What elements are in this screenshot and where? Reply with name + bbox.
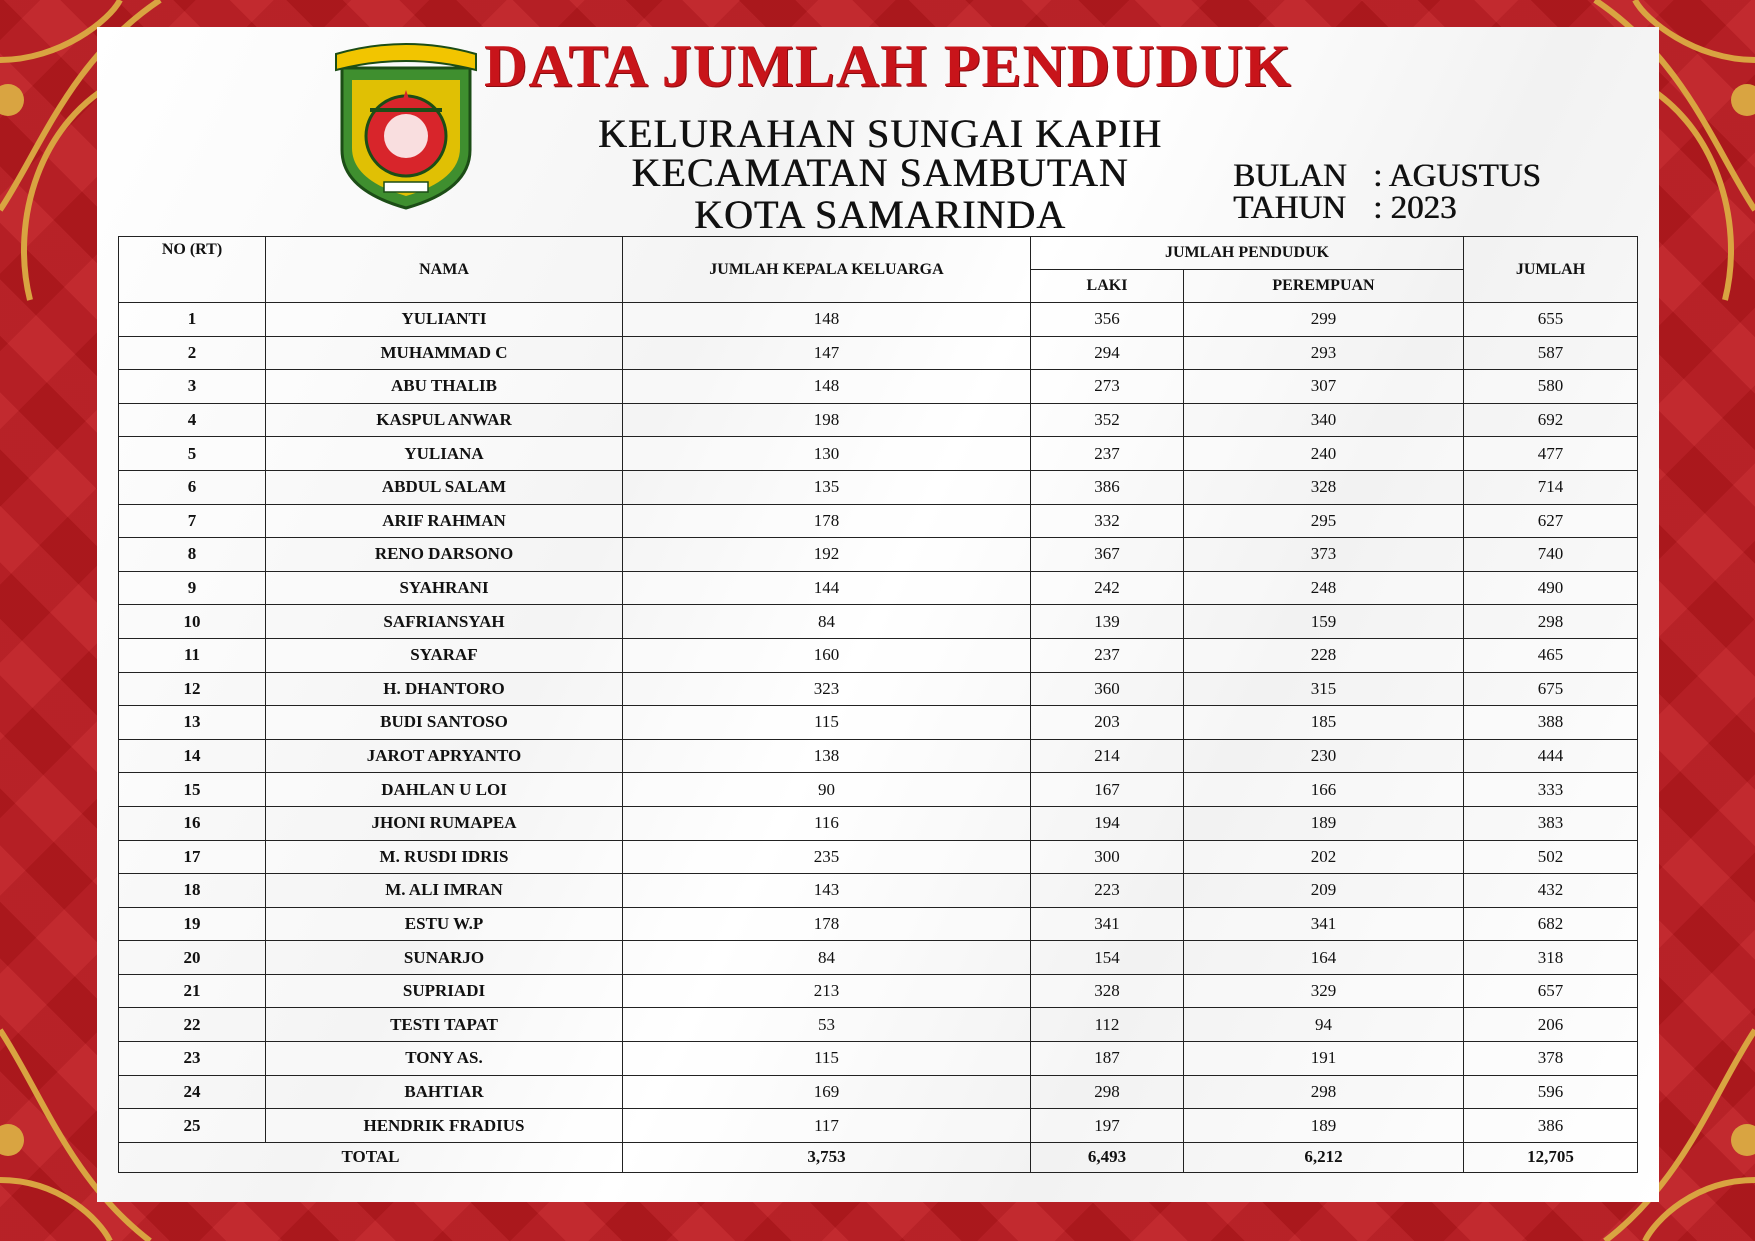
- kepala-keluarga-cell: 130: [623, 437, 1031, 471]
- jumlah-cell: 206: [1464, 1008, 1638, 1042]
- rt-number-cell: 18: [119, 874, 266, 908]
- jumlah-cell: 386: [1464, 1109, 1638, 1143]
- table-row: [119, 907, 1638, 941]
- header-laki: LAKI: [1031, 270, 1184, 303]
- jumlah-cell: 465: [1464, 638, 1638, 672]
- laki-cell: 237: [1031, 437, 1184, 471]
- name-cell: JHONI RUMAPEA: [266, 806, 623, 840]
- kepala-keluarga-cell: 160: [623, 638, 1031, 672]
- laki-cell: 273: [1031, 370, 1184, 404]
- table-row: [119, 504, 1638, 538]
- rt-number-cell: 23: [119, 1042, 266, 1076]
- perempuan-cell: 94: [1184, 1008, 1464, 1042]
- table-row: [119, 739, 1638, 773]
- table-row: [119, 370, 1638, 404]
- subtitle-kota: KOTA SAMARINDA: [694, 192, 1066, 237]
- laki-cell: 367: [1031, 538, 1184, 572]
- laki-cell: 352: [1031, 403, 1184, 437]
- jumlah-cell: 596: [1464, 1075, 1638, 1109]
- rt-number-cell: 1: [119, 303, 266, 337]
- rt-number-cell: 24: [119, 1075, 266, 1109]
- laki-cell: 223: [1031, 874, 1184, 908]
- kepala-keluarga-cell: 323: [623, 672, 1031, 706]
- jumlah-cell: 714: [1464, 470, 1638, 504]
- rt-number-cell: 7: [119, 504, 266, 538]
- laki-cell: 112: [1031, 1008, 1184, 1042]
- kepala-keluarga-cell: 84: [623, 605, 1031, 639]
- total-label: TOTAL: [119, 1142, 623, 1172]
- rt-number-cell: 5: [119, 437, 266, 471]
- rt-number-cell: 14: [119, 739, 266, 773]
- kepala-keluarga-cell: 84: [623, 941, 1031, 975]
- perempuan-cell: 191: [1184, 1042, 1464, 1076]
- perempuan-cell: 373: [1184, 538, 1464, 572]
- laki-cell: 139: [1031, 605, 1184, 639]
- perempuan-cell: 329: [1184, 974, 1464, 1008]
- kepala-keluarga-cell: 144: [623, 571, 1031, 605]
- laki-cell: 187: [1031, 1042, 1184, 1076]
- tahun-label: TAHUN: [1233, 190, 1346, 226]
- header-no-rt: NO (RT): [119, 237, 266, 303]
- rt-number-cell: 25: [119, 1109, 266, 1143]
- table-row: [119, 437, 1638, 471]
- total-perempuan: 6,212: [1184, 1142, 1464, 1172]
- name-cell: ABDUL SALAM: [266, 470, 623, 504]
- perempuan-cell: 230: [1184, 739, 1464, 773]
- kepala-keluarga-cell: 53: [623, 1008, 1031, 1042]
- perempuan-cell: 341: [1184, 907, 1464, 941]
- perempuan-cell: 228: [1184, 638, 1464, 672]
- rt-number-cell: 2: [119, 336, 266, 370]
- laki-cell: 214: [1031, 739, 1184, 773]
- kepala-keluarga-cell: 178: [623, 907, 1031, 941]
- rt-number-cell: 17: [119, 840, 266, 874]
- laki-cell: 167: [1031, 773, 1184, 807]
- header-jumlah: JUMLAH: [1464, 237, 1638, 303]
- table-row: [119, 638, 1638, 672]
- name-cell: H. DHANTORO: [266, 672, 623, 706]
- header-perempuan: PEREMPUAN: [1184, 270, 1464, 303]
- table-row: [119, 571, 1638, 605]
- perempuan-cell: 315: [1184, 672, 1464, 706]
- name-cell: DAHLAN U LOI: [266, 773, 623, 807]
- jumlah-cell: 388: [1464, 706, 1638, 740]
- rt-number-cell: 20: [119, 941, 266, 975]
- jumlah-cell: 657: [1464, 974, 1638, 1008]
- name-cell: JAROT APRYANTO: [266, 739, 623, 773]
- perempuan-cell: 189: [1184, 1109, 1464, 1143]
- laki-cell: 294: [1031, 336, 1184, 370]
- population-table: [118, 236, 1638, 1173]
- name-cell: MUHAMMAD C: [266, 336, 623, 370]
- header-nama: NAMA: [266, 237, 623, 303]
- jumlah-cell: 692: [1464, 403, 1638, 437]
- kepala-keluarga-cell: 213: [623, 974, 1031, 1008]
- name-cell: SUPRIADI: [266, 974, 623, 1008]
- jumlah-cell: 675: [1464, 672, 1638, 706]
- jumlah-cell: 298: [1464, 605, 1638, 639]
- kepala-keluarga-cell: 169: [623, 1075, 1031, 1109]
- kepala-keluarga-cell: 147: [623, 336, 1031, 370]
- jumlah-cell: 318: [1464, 941, 1638, 975]
- kepala-keluarga-cell: 116: [623, 806, 1031, 840]
- table-row: [119, 538, 1638, 572]
- perempuan-cell: 202: [1184, 840, 1464, 874]
- laki-cell: 341: [1031, 907, 1184, 941]
- name-cell: M. RUSDI IDRIS: [266, 840, 623, 874]
- tahun-value: : 2023: [1373, 190, 1457, 226]
- table-row: [119, 1075, 1638, 1109]
- jumlah-cell: 490: [1464, 571, 1638, 605]
- tahun-line: [1233, 190, 1456, 227]
- table-row: [119, 672, 1638, 706]
- perempuan-cell: 307: [1184, 370, 1464, 404]
- laki-cell: 300: [1031, 840, 1184, 874]
- laki-cell: 298: [1031, 1075, 1184, 1109]
- jumlah-cell: 502: [1464, 840, 1638, 874]
- laki-cell: 360: [1031, 672, 1184, 706]
- laki-cell: 386: [1031, 470, 1184, 504]
- perempuan-cell: 164: [1184, 941, 1464, 975]
- bulan-label: BULAN: [1233, 158, 1347, 194]
- perempuan-cell: 248: [1184, 571, 1464, 605]
- name-cell: M. ALI IMRAN: [266, 874, 623, 908]
- name-cell: TESTI TAPAT: [266, 1008, 623, 1042]
- table-body: [119, 303, 1638, 1143]
- name-cell: ARIF RAHMAN: [266, 504, 623, 538]
- name-cell: SYARAF: [266, 638, 623, 672]
- laki-cell: 194: [1031, 806, 1184, 840]
- kepala-keluarga-cell: 117: [623, 1109, 1031, 1143]
- jumlah-cell: 580: [1464, 370, 1638, 404]
- perempuan-cell: 293: [1184, 336, 1464, 370]
- rt-number-cell: 9: [119, 571, 266, 605]
- perempuan-cell: 159: [1184, 605, 1464, 639]
- kepala-keluarga-cell: 148: [623, 303, 1031, 337]
- rt-number-cell: 21: [119, 974, 266, 1008]
- table-row: [119, 706, 1638, 740]
- name-cell: YULIANA: [266, 437, 623, 471]
- subtitle-kecamatan: KECAMATAN SAMBUTAN: [631, 150, 1129, 195]
- kepala-keluarga-cell: 115: [623, 1042, 1031, 1076]
- kepala-keluarga-cell: 115: [623, 706, 1031, 740]
- kepala-keluarga-cell: 138: [623, 739, 1031, 773]
- total-kepala-keluarga: 3,753: [623, 1142, 1031, 1172]
- bulan-value: : AGUSTUS: [1373, 158, 1541, 194]
- table-row: [119, 974, 1638, 1008]
- name-cell: SUNARJO: [266, 941, 623, 975]
- rt-number-cell: 8: [119, 538, 266, 572]
- perempuan-cell: 185: [1184, 706, 1464, 740]
- kepala-keluarga-cell: 135: [623, 470, 1031, 504]
- laki-cell: 242: [1031, 571, 1184, 605]
- name-cell: SYAHRANI: [266, 571, 623, 605]
- laki-cell: 197: [1031, 1109, 1184, 1143]
- table-row: [119, 336, 1638, 370]
- name-cell: KASPUL ANWAR: [266, 403, 623, 437]
- rt-number-cell: 12: [119, 672, 266, 706]
- laki-cell: 356: [1031, 303, 1184, 337]
- table-row: [119, 1109, 1638, 1143]
- jumlah-cell: 378: [1464, 1042, 1638, 1076]
- perempuan-cell: 298: [1184, 1075, 1464, 1109]
- name-cell: RENO DARSONO: [266, 538, 623, 572]
- table-row: [119, 941, 1638, 975]
- jumlah-cell: 383: [1464, 806, 1638, 840]
- jumlah-cell: 627: [1464, 504, 1638, 538]
- perempuan-cell: 340: [1184, 403, 1464, 437]
- table-row: [119, 303, 1638, 337]
- kota-samarinda-emblem-icon: [330, 40, 482, 210]
- table-row: [119, 840, 1638, 874]
- kepala-keluarga-cell: 192: [623, 538, 1031, 572]
- jumlah-cell: 477: [1464, 437, 1638, 471]
- laki-cell: 154: [1031, 941, 1184, 975]
- name-cell: ABU THALIB: [266, 370, 623, 404]
- total-laki: 6,493: [1031, 1142, 1184, 1172]
- table-row: [119, 470, 1638, 504]
- name-cell: BAHTIAR: [266, 1075, 623, 1109]
- perempuan-cell: 189: [1184, 806, 1464, 840]
- rt-number-cell: 3: [119, 370, 266, 404]
- rt-number-cell: 15: [119, 773, 266, 807]
- table-row: [119, 605, 1638, 639]
- jumlah-cell: 333: [1464, 773, 1638, 807]
- rt-number-cell: 13: [119, 706, 266, 740]
- perempuan-cell: 295: [1184, 504, 1464, 538]
- kepala-keluarga-cell: 178: [623, 504, 1031, 538]
- rt-number-cell: 19: [119, 907, 266, 941]
- rt-number-cell: 6: [119, 470, 266, 504]
- table-row: [119, 806, 1638, 840]
- perempuan-cell: 209: [1184, 874, 1464, 908]
- name-cell: YULIANTI: [266, 303, 623, 337]
- name-cell: SAFRIANSYAH: [266, 605, 623, 639]
- name-cell: ESTU W.P: [266, 907, 623, 941]
- jumlah-cell: 444: [1464, 739, 1638, 773]
- jumlah-cell: 655: [1464, 303, 1638, 337]
- total-row: [119, 1142, 1638, 1172]
- kepala-keluarga-cell: 235: [623, 840, 1031, 874]
- header-jumlah-penduduk: JUMLAH PENDUDUK: [1031, 237, 1464, 270]
- rt-number-cell: 22: [119, 1008, 266, 1042]
- kepala-keluarga-cell: 90: [623, 773, 1031, 807]
- rt-number-cell: 16: [119, 806, 266, 840]
- perempuan-cell: 166: [1184, 773, 1464, 807]
- rt-number-cell: 11: [119, 638, 266, 672]
- table-row: [119, 773, 1638, 807]
- laki-cell: 332: [1031, 504, 1184, 538]
- table-row: [119, 1042, 1638, 1076]
- perempuan-cell: 299: [1184, 303, 1464, 337]
- perempuan-cell: 328: [1184, 470, 1464, 504]
- laki-cell: 203: [1031, 706, 1184, 740]
- rt-number-cell: 4: [119, 403, 266, 437]
- name-cell: TONY AS.: [266, 1042, 623, 1076]
- kepala-keluarga-cell: 143: [623, 874, 1031, 908]
- document-title: DATA JUMLAH PENDUDUK: [484, 33, 1292, 99]
- laki-cell: 237: [1031, 638, 1184, 672]
- rt-number-cell: 10: [119, 605, 266, 639]
- subtitle-kelurahan: KELURAHAN SUNGAI KAPIH: [597, 111, 1163, 156]
- name-cell: HENDRIK FRADIUS: [266, 1109, 623, 1143]
- table-row: [119, 874, 1638, 908]
- jumlah-cell: 682: [1464, 907, 1638, 941]
- header-jumlah-kepala-keluarga: JUMLAH KEPALA KELUARGA: [623, 237, 1031, 303]
- table-row: [119, 1008, 1638, 1042]
- name-cell: BUDI SANTOSO: [266, 706, 623, 740]
- kepala-keluarga-cell: 148: [623, 370, 1031, 404]
- jumlah-cell: 432: [1464, 874, 1638, 908]
- laki-cell: 328: [1031, 974, 1184, 1008]
- kepala-keluarga-cell: 198: [623, 403, 1031, 437]
- jumlah-cell: 740: [1464, 538, 1638, 572]
- perempuan-cell: 240: [1184, 437, 1464, 471]
- jumlah-cell: 587: [1464, 336, 1638, 370]
- total-jumlah: 12,705: [1464, 1142, 1638, 1172]
- table-row: [119, 403, 1638, 437]
